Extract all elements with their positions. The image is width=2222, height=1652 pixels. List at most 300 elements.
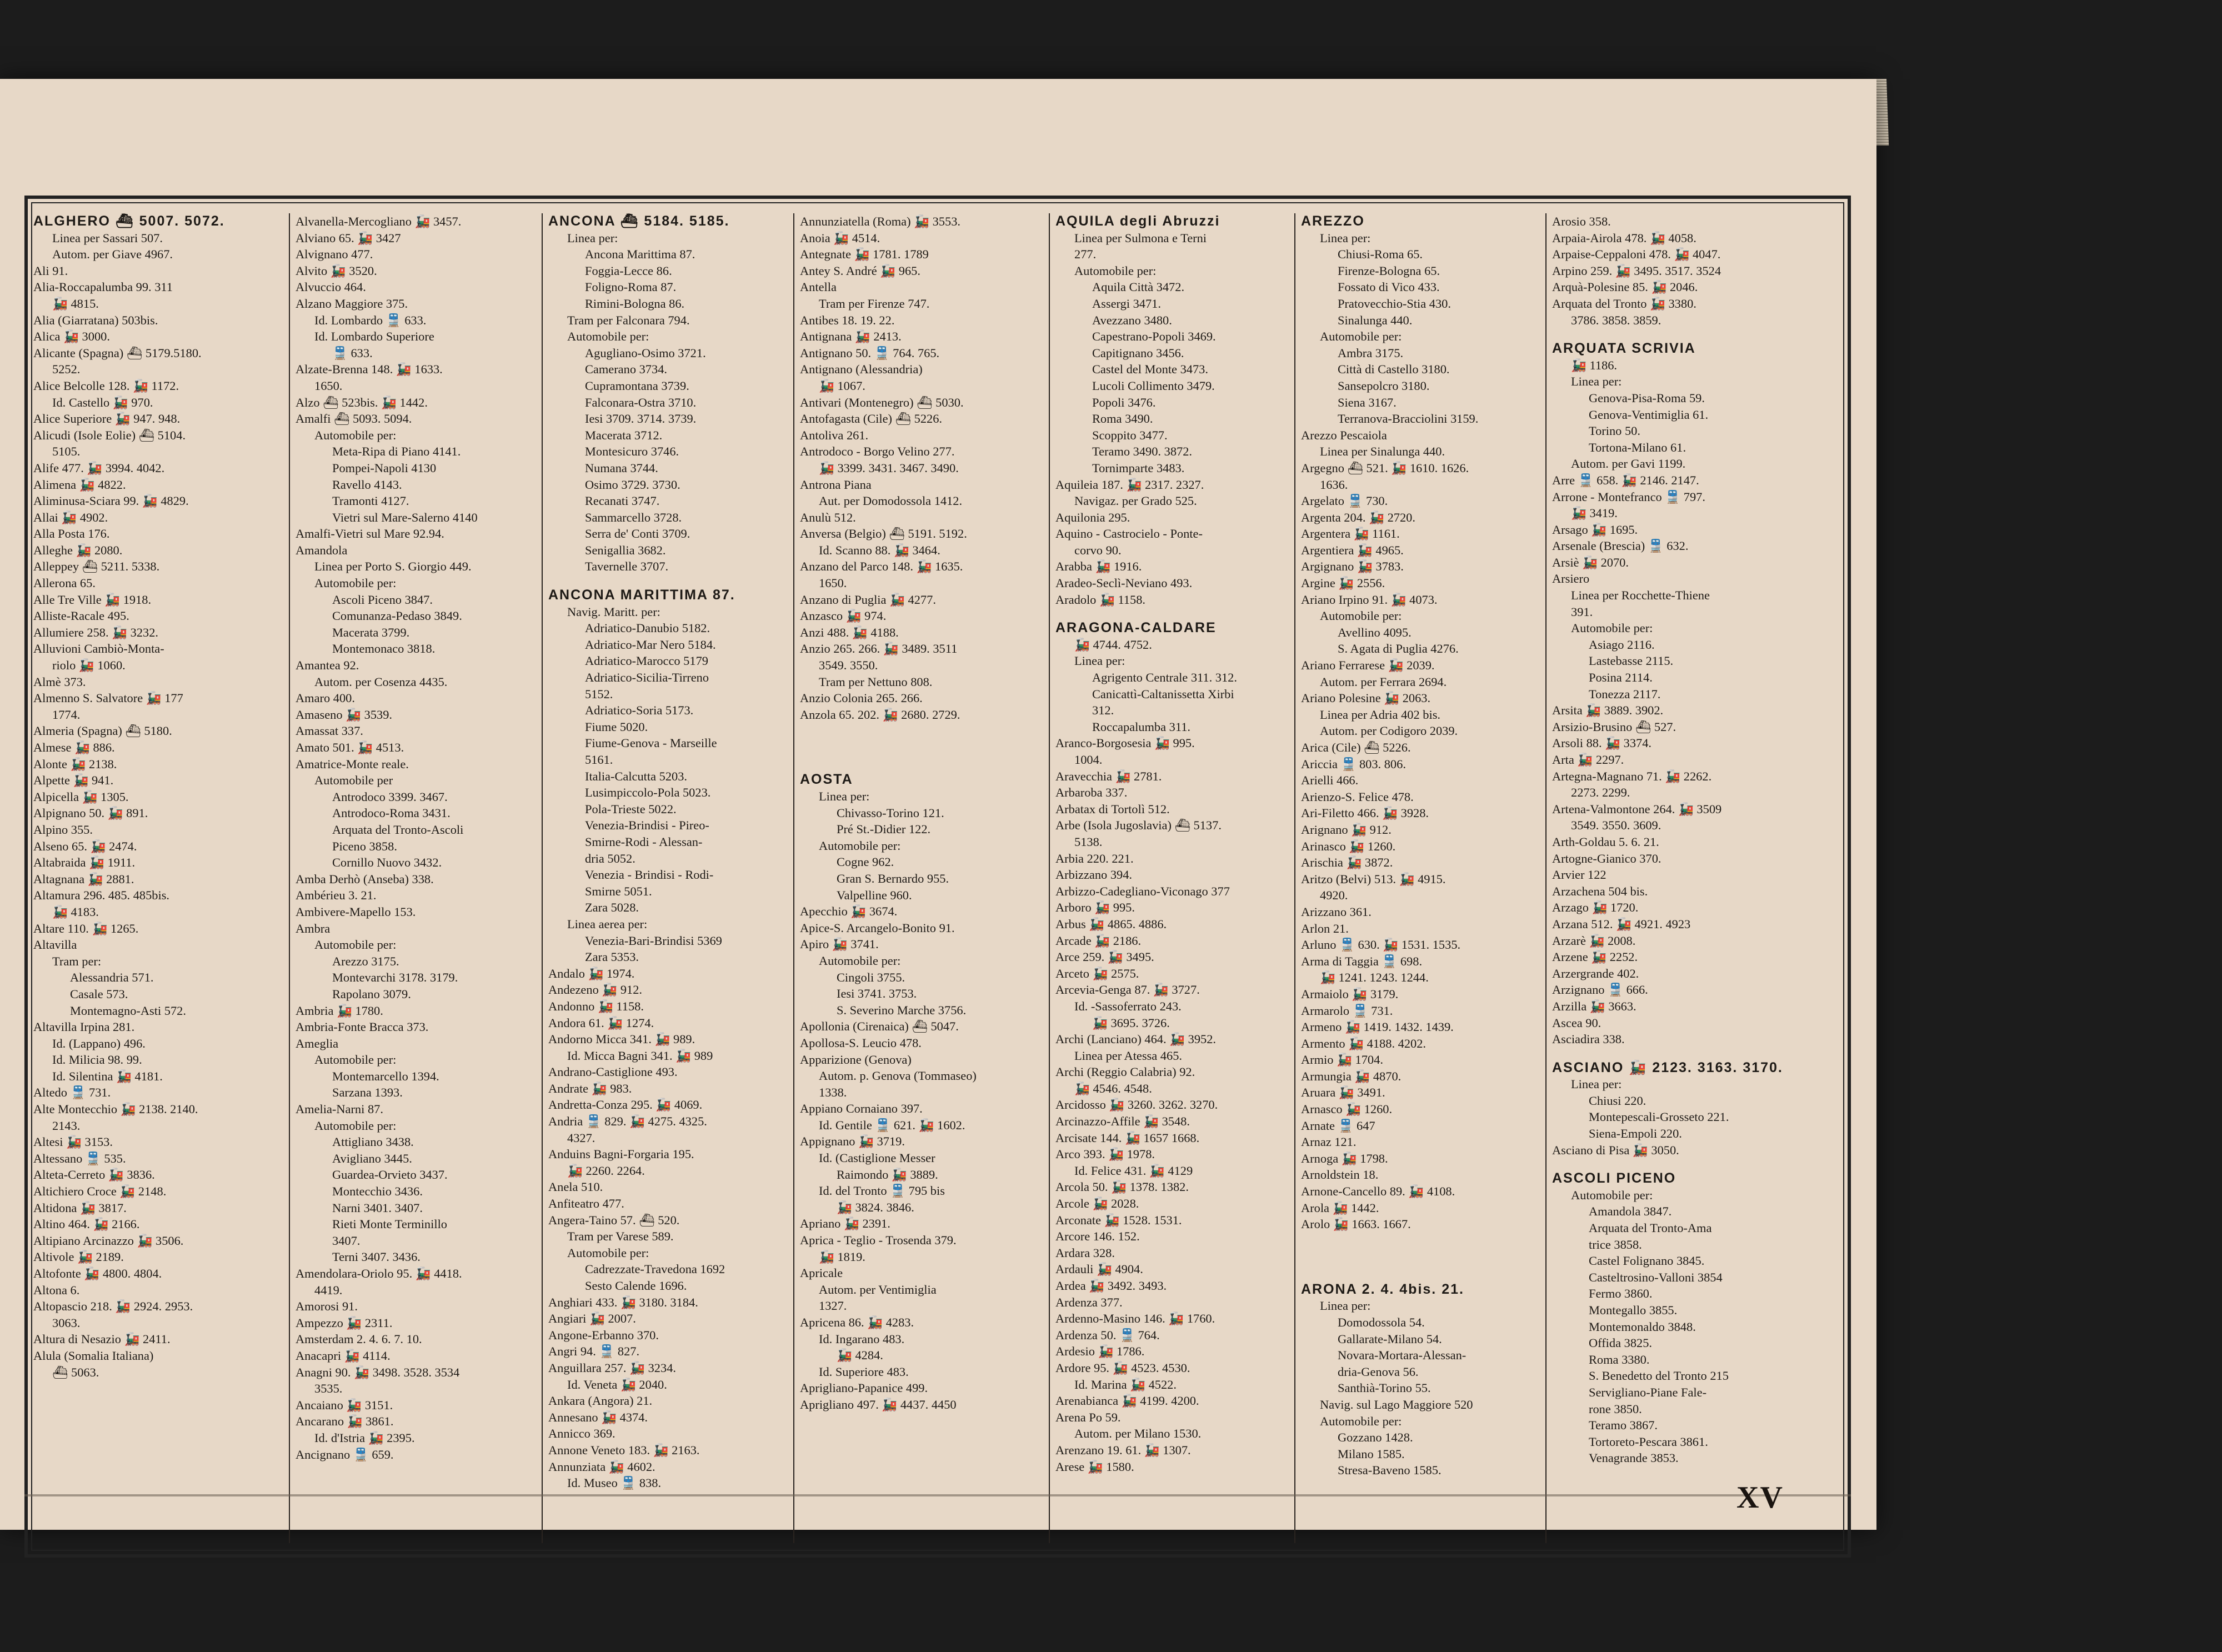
book-page: [0, 79, 1876, 1530]
index-entry: Italia-Calcutta 5203.: [585, 769, 688, 783]
index-entry: Id. Castello 🚂 970.: [52, 395, 153, 409]
index-entry: Tram per:: [52, 954, 102, 968]
index-entry: Assergi 3471.: [1092, 296, 1161, 311]
index-entry: Chivasso-Torino 121.: [837, 805, 944, 820]
index-entry: Autom. per Ventimiglia: [819, 1282, 937, 1296]
index-entry: Alicante (Spagna) ⛴ 5179.5180.: [33, 346, 202, 360]
index-entry: Allumiere 258. 🚂 3232.: [33, 625, 159, 639]
index-entry: Alica 🚂 3000.: [33, 329, 110, 344]
index-entry: Arcidosso 🚂 3260. 3262. 3270.: [1055, 1098, 1218, 1112]
line-spacer: [800, 735, 1044, 747]
index-entry: Macerata 3712.: [585, 428, 663, 442]
index-entry: Vietri sul Mare-Salerno 4140: [332, 510, 478, 524]
index-entry: Anela 510.: [548, 1180, 603, 1194]
index-entry: Armarolo 🚆 731.: [1301, 1003, 1393, 1018]
index-entry: Foligno-Roma 87.: [585, 280, 677, 294]
index-entry: Montemonaco 3818.: [332, 642, 436, 656]
index-entry: 🚂 3419.: [1571, 506, 1618, 520]
index-entry: Id. Lombardo 🚆 633.: [314, 313, 427, 327]
index-entry: Tram per Varese 589.: [567, 1229, 674, 1244]
index-entry: Linea per:: [1320, 1299, 1371, 1313]
index-entry: Sesto Calende 1696.: [585, 1279, 687, 1293]
index-entry: Anfiteatro 477.: [548, 1197, 624, 1211]
index-entry: Automobile per:: [314, 1053, 397, 1067]
index-entry: Ari-Filetto 466. 🚂 3928.: [1301, 806, 1429, 820]
index-entry: corvo 90.: [1074, 543, 1122, 557]
index-entry: Ankara (Angora) 21.: [548, 1394, 653, 1408]
index-entry: Amendolara-Oriolo 95. 🚂 4418.: [296, 1266, 462, 1280]
index-entry: Armeno 🚂 1419. 1432. 1439.: [1301, 1020, 1454, 1034]
index-entry: Arolo 🚂 1663. 1667.: [1301, 1217, 1411, 1232]
index-entry: Argine 🚂 2556.: [1301, 576, 1385, 590]
index-entry: Ameglia: [296, 1036, 339, 1050]
index-entry: Arsenale (Brescia) 🚆 632.: [1552, 539, 1689, 553]
index-entry: Aprigliano-Papanice 499.: [800, 1381, 928, 1395]
index-entry: Smirne 5051.: [585, 884, 652, 898]
index-entry: Id. Gentile 🚆 621. 🚂 1602.: [819, 1118, 965, 1132]
index-entry: Arceto 🚂 2575.: [1055, 966, 1139, 980]
index-entry: Arizzano 361.: [1301, 904, 1372, 919]
index-entry: Aprica - Teglio - Trosenda 379.: [800, 1233, 957, 1248]
index-entry: Linea per Sinalunga 440.: [1320, 444, 1445, 459]
index-entry: Siena 3167.: [1338, 395, 1397, 409]
index-entry: Annesano 🚂 4374.: [548, 1410, 648, 1424]
index-entry: Antrodoco - Borgo Velino 277.: [800, 444, 955, 459]
index-entry: Linea per Rocchette-Thiene: [1571, 588, 1710, 603]
index-entry: Altare 110. 🚂 1265.: [33, 921, 139, 935]
index-entry: Adriatico-Soria 5173.: [585, 703, 694, 718]
index-entry: Anversa (Belgio) ⛴ 5191. 5192.: [800, 527, 967, 541]
index-entry: 🚆 633.: [332, 346, 373, 360]
index-entry: Arzene 🚂 2252.: [1552, 950, 1638, 964]
index-entry: Tram per Nettuno 808.: [819, 674, 933, 689]
section-heading: ANCONA MARITTIMA 87.: [548, 587, 735, 603]
index-entry: Ardauli 🚂 4904.: [1055, 1262, 1143, 1276]
index-entry: Rapolano 3079.: [332, 987, 411, 1001]
index-entry: Anulù 512.: [800, 510, 856, 524]
index-entry: Ancignano 🚆 659.: [296, 1447, 394, 1461]
index-entry: Andrano-Castiglione 493.: [548, 1065, 678, 1079]
index-entry: Ardenno-Masino 146. 🚂 1760.: [1055, 1311, 1215, 1326]
index-entry: 1636.: [1320, 477, 1348, 492]
index-entry: Id. (Castiglione Messer: [819, 1151, 935, 1165]
index-entry: Genova-Ventimiglia 61.: [1589, 407, 1709, 422]
index-entry: Teramo 3867.: [1589, 1418, 1658, 1433]
index-entry: Armungia 🚂 4870.: [1301, 1069, 1402, 1083]
index-entry: Alzate-Brenna 148. 🚂 1633.: [296, 362, 443, 377]
index-entry: Aliminusa-Sciara 99. 🚂 4829.: [33, 494, 189, 508]
index-entry: Falconara-Ostra 3710.: [585, 395, 697, 409]
index-entry: Sansepolcro 3180.: [1338, 378, 1430, 393]
index-entry: Appiano Cornaiano 397.: [800, 1102, 923, 1116]
index-entry: Castel Folignano 3845.: [1589, 1254, 1705, 1268]
index-entry: Alice Superiore 🚂 947. 948.: [33, 412, 181, 426]
index-entry: Alife 477. 🚂 3994. 4042.: [33, 460, 165, 475]
index-entry: Scoppito 3477.: [1092, 428, 1168, 442]
index-entry: Altedo 🚆 731.: [33, 1085, 111, 1100]
index-entry: 🚂 2260. 2264.: [567, 1163, 645, 1178]
index-entry: Arcinazzo-Affile 🚂 3548.: [1055, 1114, 1190, 1129]
index-entry: Ardea 🚂 3492. 3493.: [1055, 1279, 1167, 1293]
section-heading: AQUILA degli Abruzzi: [1055, 213, 1220, 229]
index-entry: Allai 🚂 4902.: [33, 510, 108, 524]
index-entry: Altipiano Arcinazzo 🚂 3506.: [33, 1233, 184, 1248]
index-entry: Arena Po 59.: [1055, 1410, 1121, 1424]
index-entry: Capestrano-Popoli 3469.: [1092, 329, 1216, 344]
index-entry: Autom. per Codigoro 2039.: [1320, 724, 1458, 738]
index-entry: Comunanza-Pedaso 3849.: [332, 609, 462, 623]
index-entry: Avezzano 3480.: [1092, 313, 1172, 327]
index-entry: Arsoli 88. 🚂 3374.: [1552, 736, 1652, 750]
index-entry: Arpaise-Ceppaloni 478. 🚂 4047.: [1552, 247, 1721, 262]
index-entry: Altidona 🚂 3817.: [33, 1200, 127, 1215]
index-entry: Adriatico-Mar Nero 5184.: [585, 637, 716, 652]
index-entry: Andretta-Conza 295. 🚂 4069.: [548, 1098, 703, 1112]
index-entry: Arlon 21.: [1301, 921, 1349, 935]
index-entry: Aquila Città 3472.: [1092, 280, 1185, 294]
index-entry: Automobile per:: [1074, 263, 1157, 278]
index-entry: Numana 3744.: [585, 460, 658, 475]
index-entry: Arzana 512. 🚂 4921. 4923: [1552, 917, 1691, 931]
index-entry: Id. Marina 🚂 4522.: [1074, 1377, 1177, 1391]
index-entry: Arzago 🚂 1720.: [1552, 900, 1639, 915]
index-entry: Anagni 90. 🚂 3498. 3528. 3534: [296, 1365, 460, 1379]
index-entry: Canicattì-Caltanissetta Xirbi: [1092, 687, 1234, 701]
section-heading: ARQUATA SCRIVIA: [1552, 341, 1696, 357]
index-entry: Navig. Maritt. per:: [567, 604, 660, 619]
index-entry: Automobile per:: [1320, 609, 1402, 623]
index-entry: Ali 91.: [33, 263, 68, 278]
index-entry: Id. Museo 🚆 838.: [567, 1476, 662, 1490]
index-entry: 4327.: [567, 1130, 595, 1145]
index-entry: Sarzana 1393.: [332, 1085, 403, 1100]
index-entry: Domodossola 54.: [1338, 1315, 1425, 1329]
index-entry: Roccapalumba 311.: [1092, 719, 1190, 734]
line-spacer: [1301, 1245, 1541, 1257]
index-entry: 4920.: [1320, 888, 1348, 903]
index-column-5: [1049, 213, 1294, 1543]
index-entry: Casale 573.: [70, 987, 128, 1001]
index-entry: Id. Scanno 88. 🚂 3464.: [819, 543, 940, 557]
index-entry: 277.: [1074, 247, 1097, 262]
index-entry: Id. Lombardo Superiore: [314, 329, 434, 344]
index-entry: Automobile per:: [1571, 1188, 1653, 1202]
index-entry: Linea per:: [1074, 654, 1125, 668]
index-entry: 1774.: [52, 707, 81, 722]
index-entry: Arta 🚂 2297.: [1552, 753, 1624, 767]
index-entry: Id. Felice 431. 🚂 4129: [1074, 1163, 1193, 1178]
index-entry: Alonte 🚂 2138.: [33, 757, 117, 771]
index-entry: Aquilonia 295.: [1055, 510, 1130, 524]
line-spacer: [800, 747, 1044, 759]
index-entry: Automobile per:: [314, 576, 397, 590]
index-entry: Zara 5028.: [585, 900, 639, 915]
index-entry: Aquino - Castrocielo - Ponte-: [1055, 527, 1203, 541]
index-entry: Arcisate 144. 🚂 1657 1668.: [1055, 1130, 1200, 1145]
index-entry: Arcevia-Genga 87. 🚂 3727.: [1055, 983, 1200, 997]
index-entry: Altura di Nesazio 🚂 2411.: [33, 1332, 171, 1346]
index-entry: Automobile per:: [314, 1118, 397, 1133]
index-entry: Aradolo 🚂 1158.: [1055, 592, 1145, 607]
index-entry: Autom. per Cosenza 4435.: [314, 674, 448, 689]
index-entry: Venezia-Brindisi - Pireo-: [585, 818, 709, 833]
index-entry: Aravecchia 🚂 2781.: [1055, 769, 1162, 783]
index-entry: Armento 🚂 4188. 4202.: [1301, 1036, 1427, 1050]
index-entry: Fiume-Genova - Marseille: [585, 736, 717, 750]
index-entry: Altona 6.: [33, 1283, 80, 1297]
index-entry: Antrona Piana: [800, 477, 872, 492]
index-entry: Alpignano 50. 🚂 891.: [33, 806, 148, 820]
index-entry: Città di Castello 3180.: [1338, 362, 1450, 377]
index-entry: Automobile per:: [567, 1245, 649, 1260]
index-entry: Arpaia-Airola 478. 🚂 4058.: [1552, 231, 1696, 245]
index-entry: Id. Milicia 98. 99.: [52, 1053, 142, 1067]
index-entry: 3549. 3550.: [819, 658, 878, 673]
index-entry: Chiusi-Roma 65.: [1338, 247, 1423, 262]
index-entry: Annone Veneto 183. 🚂 2163.: [548, 1443, 700, 1457]
index-entry: Automobile per:: [819, 953, 901, 968]
index-entry: Gozzano 1428.: [1338, 1430, 1413, 1445]
line-spacer: [800, 759, 1044, 772]
index-entry: Almeria (Spagna) ⛴ 5180.: [33, 724, 172, 738]
index-entry: Linea per Porto S. Giorgio 449.: [314, 559, 472, 574]
index-entry: Linea per:: [1320, 231, 1371, 245]
index-entry: Arenzano 19. 61. 🚂 1307.: [1055, 1443, 1191, 1457]
index-column-4: [793, 213, 1049, 1543]
index-entry: 5161.: [585, 753, 613, 767]
index-entry: Id. d'Istria 🚂 2395.: [314, 1430, 415, 1445]
index-entry: Venezia - Brindisi - Rodi-: [585, 868, 714, 882]
index-entry: Pratovecchio-Stia 430.: [1338, 296, 1451, 311]
index-entry: Anzano del Parco 148. 🚂 1635.: [800, 559, 963, 574]
index-entry: Linea per:: [1571, 374, 1622, 389]
index-entry: Amalfi ⛴ 5093. 5094.: [296, 412, 412, 426]
index-entry: Altofonte 🚂 4800. 4804.: [33, 1266, 162, 1280]
index-entry: Santhià-Torino 55.: [1338, 1381, 1431, 1395]
index-entry: Serra de' Conti 3709.: [585, 527, 690, 541]
index-entry: Linea per:: [1571, 1077, 1622, 1092]
index-entry: Arboro 🚂 995.: [1055, 900, 1135, 915]
index-entry: Antignano (Alessandria): [800, 362, 923, 377]
index-entry: Arrone - Montefranco 🚆 797.: [1552, 489, 1705, 504]
index-entry: Arnate 🚆 647: [1301, 1118, 1375, 1133]
index-entry: Ambria 🚂 1780.: [296, 1003, 383, 1018]
index-entry: Rieti Monte Terminillo: [332, 1217, 447, 1232]
index-entry: Amato 501. 🚂 4513.: [296, 740, 404, 754]
index-entry: Narni 3401. 3407.: [332, 1200, 423, 1215]
index-entry: Allerona 65.: [33, 576, 96, 590]
index-entry: Cadrezzate-Travedona 1692: [585, 1262, 725, 1276]
index-entry: dria-Genova 56.: [1338, 1364, 1419, 1379]
index-entry: Automobile per:: [1571, 621, 1653, 635]
index-entry: Arbaroba 337.: [1055, 785, 1128, 800]
index-entry: Apollosa-S. Leucio 478.: [800, 1035, 922, 1050]
index-entry: Arnasco 🚂 1260.: [1301, 1102, 1393, 1117]
index-entry: Arica (Cile) ⛴ 5226.: [1301, 740, 1411, 754]
index-entry: Arth-Goldau 5. 6. 21.: [1552, 834, 1659, 849]
index-entry: Arezzo 3175.: [332, 954, 399, 968]
index-entry: Alleppey ⛴ 5211. 5338.: [33, 559, 160, 574]
index-entry: Arma di Taggia 🚆 698.: [1301, 954, 1423, 968]
line-spacer: [1301, 1233, 1541, 1245]
index-entry: Popoli 3476.: [1092, 395, 1156, 409]
index-entry: Linea per:: [819, 789, 870, 803]
index-entry: Aprigliano 497. 🚂 4437. 4450: [800, 1397, 957, 1411]
index-entry: Montemarcello 1394.: [332, 1069, 439, 1083]
index-entry: Alliste-Racale 495.: [33, 609, 129, 623]
index-entry: Ariccia 🚆 803. 806.: [1301, 757, 1406, 771]
index-entry: Tortona-Milano 61.: [1589, 440, 1686, 454]
index-entry: Almè 373.: [33, 674, 86, 689]
index-entry: Altavilla Irpina 281.: [33, 1020, 135, 1034]
index-entry: Antella: [800, 280, 837, 294]
index-entry: 🚂 4183.: [52, 904, 99, 919]
index-entry: Amaseno 🚂 3539.: [296, 707, 393, 722]
index-entry: Linea aerea per:: [567, 917, 648, 931]
index-entry: Antegnate 🚂 1781. 1789: [800, 247, 929, 262]
index-entry: Asciadira 338.: [1552, 1032, 1625, 1047]
index-entry: Firenze-Bologna 65.: [1338, 263, 1440, 278]
index-entry: Autom. per Milano 1530.: [1074, 1426, 1202, 1441]
index-entry: Arzergrande 402.: [1552, 966, 1639, 980]
index-entry: Alte Montecchio 🚂 2138. 2140.: [33, 1102, 198, 1117]
index-entry: Alpino 355.: [33, 822, 93, 837]
index-entry: S. Severino Marche 3756.: [837, 1003, 967, 1017]
section-heading: ARONA 2. 4. 4bis. 21.: [1301, 1281, 1464, 1297]
index-entry: Linea per Sassari 507.: [52, 231, 163, 245]
index-entry: S. Agata di Puglia 4276.: [1338, 642, 1459, 656]
index-entry: Pompei-Napoli 4130: [332, 460, 437, 475]
index-entry: Castel del Monte 3473.: [1092, 362, 1208, 377]
section-heading: ASCOLI PICENO: [1552, 1170, 1676, 1187]
index-entry: Altabraida 🚂 1911.: [33, 855, 136, 870]
index-entry: Montecchio 3436.: [332, 1184, 423, 1199]
index-entry: Fiume 5020.: [585, 719, 648, 734]
index-entry: Archi (Lanciano) 464. 🚂 3952.: [1055, 1032, 1217, 1047]
index-entry: Aradeo-Seclì-Neviano 493.: [1055, 576, 1193, 590]
index-entry: Lastebasse 2115.: [1589, 654, 1674, 668]
index-entry: Ariano Polesine 🚂 2063.: [1301, 691, 1431, 705]
index-entry: Ambivere-Mapello 153.: [296, 904, 416, 919]
index-entry: Pré St.-Didier 122.: [837, 822, 931, 837]
index-entry: Alia (Giarratana) 503bis.: [33, 313, 158, 327]
index-entry: Apparizione (Genova): [800, 1052, 912, 1067]
index-entry: Genova-Pisa-Roma 59.: [1589, 391, 1705, 405]
index-entry: Artogne-Gianico 370.: [1552, 851, 1662, 865]
index-entry: Autom. per Giave 4967.: [52, 247, 173, 262]
index-entry: Fermo 3860.: [1589, 1286, 1653, 1301]
index-entry: Montepescali-Grosseto 221.: [1589, 1110, 1729, 1124]
index-entry: Cogne 962.: [837, 855, 894, 869]
index-entry: 🚂 3695. 3726.: [1092, 1015, 1170, 1030]
index-entry: Altino 464. 🚂 2166.: [33, 1217, 140, 1232]
index-entry: Tram per Firenze 747.: [819, 296, 930, 311]
index-entry: Anguillara 257. 🚂 3234.: [548, 1360, 676, 1375]
index-entry: Osimo 3729. 3730.: [585, 477, 680, 492]
index-entry: Id. Silentina 🚂 4181.: [52, 1069, 163, 1083]
index-entry: Argentera 🚂 1161.: [1301, 527, 1400, 541]
index-entry: Antofagasta (Cile) ⛴ 5226.: [800, 412, 943, 426]
index-entry: Antivari (Montenegro) ⛴ 5030.: [800, 395, 964, 409]
index-entry: Antibes 18. 19. 22.: [800, 313, 895, 327]
index-entry: Arezzo Pescaiola: [1301, 428, 1387, 442]
index-entry: Arzachena 504 bis.: [1552, 884, 1648, 898]
index-entry: trice 3858.: [1589, 1237, 1642, 1251]
index-entry: Tornimparte 3483.: [1092, 460, 1185, 475]
index-entry: Armio 🚂 1704.: [1301, 1053, 1383, 1067]
index-entry: Guardea-Orvieto 3437.: [332, 1168, 448, 1182]
index-entry: 🚂 1067.: [819, 378, 865, 393]
index-entry: Andonno 🚂 1158.: [548, 999, 644, 1013]
index-entry: Pola-Trieste 5022.: [585, 802, 677, 816]
index-entry: Arsago 🚂 1695.: [1552, 522, 1638, 537]
index-entry: Ariano Ferrarese 🚂 2039.: [1301, 658, 1435, 673]
index-entry: 🚂 3824. 3846.: [837, 1200, 914, 1214]
index-entry: Servigliano-Piane Fale-: [1589, 1385, 1707, 1399]
index-entry: Anzano di Puglia 🚂 4277.: [800, 592, 936, 607]
index-entry: Ancona Marittima 87.: [585, 247, 695, 262]
index-entry: Anduins Bagni-Forgaria 195.: [548, 1147, 694, 1162]
index-entry: Annunziatella (Roma) 🚂 3553.: [800, 214, 961, 228]
index-entry: Arielli 466.: [1301, 773, 1359, 788]
index-entry: 3407.: [332, 1233, 361, 1248]
index-entry: Arosio 358.: [1552, 214, 1611, 228]
index-entry: 5252.: [52, 362, 81, 377]
index-entry: Id. Ingarano 483.: [819, 1331, 905, 1346]
index-entry: Arenabianca 🚂 4199. 4200.: [1055, 1394, 1199, 1408]
index-entry: Arquata del Tronto-Ascoli: [332, 822, 464, 837]
index-entry: 🚂 1241. 1243. 1244.: [1320, 970, 1429, 985]
index-entry: Arcore 146. 152.: [1055, 1229, 1140, 1244]
index-entry: Lucoli Collimento 3479.: [1092, 378, 1215, 393]
index-entry: Agugliano-Osimo 3721.: [585, 346, 706, 360]
index-entry: Arquata del Tronto-Ama: [1589, 1221, 1712, 1235]
index-entry: Argenta 204. 🚂 2720.: [1301, 510, 1415, 524]
index-entry: Macerata 3799.: [332, 625, 410, 639]
index-entry: 🚂 4744. 4752.: [1074, 637, 1152, 652]
index-entry: Meta-Ripa di Piano 4141.: [332, 444, 461, 459]
index-entry: 5138.: [1074, 834, 1103, 849]
section-heading: ARAGONA-CALDARE: [1055, 620, 1217, 636]
index-entry: Arnoldstein 18.: [1301, 1168, 1379, 1182]
index-entry: Cingoli 3755.: [837, 970, 905, 984]
index-entry: Adriatico-Marocco 5179: [585, 654, 708, 668]
index-entry: 1327.: [819, 1299, 847, 1313]
index-entry: 4419.: [314, 1283, 343, 1297]
index-entry: 1650.: [819, 576, 847, 590]
line-spacer: [548, 575, 789, 587]
index-entry: Id. del Tronto 🚆 795 bis: [819, 1184, 945, 1198]
index-entry: Cupramontana 3739.: [585, 378, 689, 393]
index-column-7: [1545, 213, 1848, 1543]
index-entry: Ampezzo 🚂 2311.: [296, 1315, 393, 1330]
index-entry: Arignano 🚂 912.: [1301, 822, 1392, 837]
line-spacer: [1301, 1257, 1541, 1269]
index-entry: Angera-Taino 57. ⛴ 520.: [548, 1213, 680, 1227]
index-entry: Altavilla: [33, 938, 77, 952]
index-entry: Alvignano 477.: [296, 247, 373, 262]
index-entry: 312.: [1092, 703, 1114, 718]
index-entry: Terranova-Bracciolini 3159.: [1338, 412, 1479, 426]
index-entry: Andria 🚆 829. 🚂 4275. 4325.: [548, 1114, 707, 1129]
index-entry: Recanati 3747.: [585, 494, 660, 508]
index-entry: Arnaz 121.: [1301, 1135, 1357, 1149]
index-entry: Automobile per:: [314, 428, 397, 442]
index-entry: Anghiari 433. 🚂 3180. 3184.: [548, 1295, 698, 1309]
index-column-6: [1294, 213, 1545, 1543]
index-entry: Aquileia 187. 🚂 2317. 2327.: [1055, 477, 1204, 492]
index-entry: Autom. per Gavi 1199.: [1571, 457, 1686, 471]
